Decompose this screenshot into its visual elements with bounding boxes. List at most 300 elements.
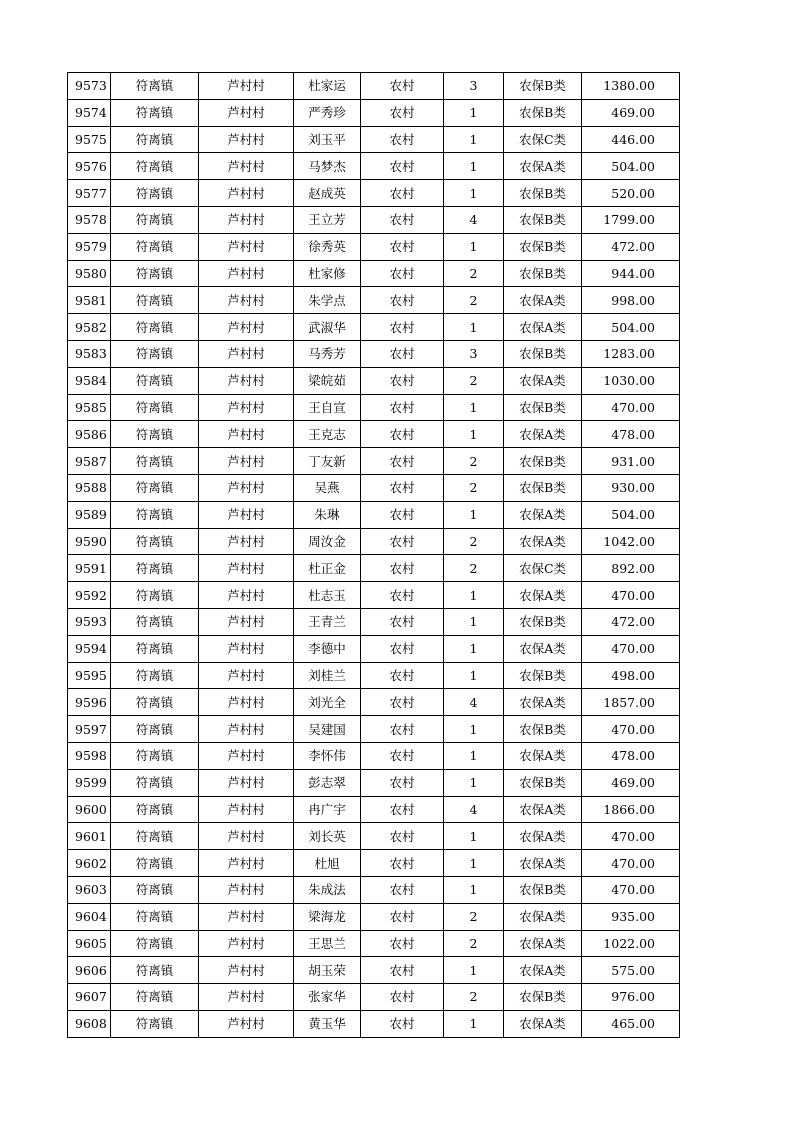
row-id-cell: 9585 [68, 394, 111, 421]
row-id-cell: 9595 [68, 662, 111, 689]
amount-cell: 1283.00 [582, 340, 680, 367]
row-id-cell: 9580 [68, 260, 111, 287]
amount-cell: 470.00 [582, 716, 680, 743]
row-id-cell: 9604 [68, 903, 111, 930]
row-id-cell: 9590 [68, 528, 111, 555]
household-type-cell: 农村 [361, 957, 444, 984]
person-name-cell: 李怀伟 [294, 742, 361, 769]
amount-cell: 892.00 [582, 555, 680, 582]
town-cell: 符离镇 [111, 206, 199, 233]
family-size-cell: 1 [444, 1010, 504, 1037]
insurance-category-cell: 农保B类 [504, 716, 582, 743]
family-size-cell: 4 [444, 206, 504, 233]
person-name-cell: 杜志玉 [294, 582, 361, 609]
person-name-cell: 梁海龙 [294, 903, 361, 930]
insurance-category-cell: 农保B类 [504, 769, 582, 796]
family-size-cell: 1 [444, 850, 504, 877]
row-id-cell: 9577 [68, 180, 111, 207]
town-cell: 符离镇 [111, 769, 199, 796]
person-name-cell: 赵成英 [294, 180, 361, 207]
person-name-cell: 吴建国 [294, 716, 361, 743]
town-cell: 符离镇 [111, 287, 199, 314]
household-type-cell: 农村 [361, 314, 444, 341]
insurance-category-cell: 农保A类 [504, 796, 582, 823]
town-cell: 符离镇 [111, 742, 199, 769]
town-cell: 符离镇 [111, 876, 199, 903]
family-size-cell: 1 [444, 233, 504, 260]
household-type-cell: 农村 [361, 180, 444, 207]
household-type-cell: 农村 [361, 903, 444, 930]
family-size-cell: 1 [444, 394, 504, 421]
row-id-cell: 9602 [68, 850, 111, 877]
family-size-cell: 1 [444, 823, 504, 850]
village-cell: 芦村村 [199, 903, 294, 930]
amount-cell: 469.00 [582, 99, 680, 126]
amount-cell: 1022.00 [582, 930, 680, 957]
person-name-cell: 严秀珍 [294, 99, 361, 126]
village-cell: 芦村村 [199, 796, 294, 823]
table-row [68, 903, 680, 930]
household-type-cell: 农村 [361, 823, 444, 850]
insurance-category-cell: 农保A类 [504, 287, 582, 314]
family-size-cell: 1 [444, 99, 504, 126]
household-type-cell: 农村 [361, 662, 444, 689]
person-name-cell: 刘玉平 [294, 126, 361, 153]
household-type-cell: 农村 [361, 555, 444, 582]
amount-cell: 472.00 [582, 608, 680, 635]
person-name-cell: 杜旭 [294, 850, 361, 877]
table-row [68, 635, 680, 662]
table-row [68, 73, 680, 100]
village-cell: 芦村村 [199, 99, 294, 126]
household-type-cell: 农村 [361, 394, 444, 421]
row-id-cell: 9584 [68, 367, 111, 394]
village-cell: 芦村村 [199, 984, 294, 1011]
amount-cell: 1866.00 [582, 796, 680, 823]
insurance-category-cell: 农保A类 [504, 903, 582, 930]
amount-cell: 935.00 [582, 903, 680, 930]
person-name-cell: 冉广宇 [294, 796, 361, 823]
household-type-cell: 农村 [361, 448, 444, 475]
row-id-cell: 9601 [68, 823, 111, 850]
person-name-cell: 张家华 [294, 984, 361, 1011]
village-cell: 芦村村 [199, 287, 294, 314]
table-row [68, 340, 680, 367]
household-type-cell: 农村 [361, 582, 444, 609]
household-type-cell: 农村 [361, 206, 444, 233]
amount-cell: 1042.00 [582, 528, 680, 555]
village-cell: 芦村村 [199, 742, 294, 769]
village-cell: 芦村村 [199, 957, 294, 984]
village-cell: 芦村村 [199, 421, 294, 448]
family-size-cell: 1 [444, 421, 504, 448]
row-id-cell: 9579 [68, 233, 111, 260]
table-row [68, 260, 680, 287]
table-row [68, 769, 680, 796]
household-type-cell: 农村 [361, 1010, 444, 1037]
insurance-category-cell: 农保B类 [504, 394, 582, 421]
household-type-cell: 农村 [361, 474, 444, 501]
family-size-cell: 2 [444, 528, 504, 555]
table-row [68, 689, 680, 716]
town-cell: 符离镇 [111, 850, 199, 877]
row-id-cell: 9608 [68, 1010, 111, 1037]
village-cell: 芦村村 [199, 448, 294, 475]
data-table-container [67, 72, 680, 1038]
town-cell: 符离镇 [111, 823, 199, 850]
village-cell: 芦村村 [199, 823, 294, 850]
person-name-cell: 胡玉荣 [294, 957, 361, 984]
town-cell: 符离镇 [111, 582, 199, 609]
household-type-cell: 农村 [361, 850, 444, 877]
table-row [68, 126, 680, 153]
amount-cell: 1857.00 [582, 689, 680, 716]
town-cell: 符离镇 [111, 501, 199, 528]
amount-cell: 931.00 [582, 448, 680, 475]
insurance-category-cell: 农保B类 [504, 233, 582, 260]
person-name-cell: 徐秀英 [294, 233, 361, 260]
family-size-cell: 3 [444, 73, 504, 100]
person-name-cell: 彭志翠 [294, 769, 361, 796]
town-cell: 符离镇 [111, 957, 199, 984]
family-size-cell: 1 [444, 769, 504, 796]
insurance-category-cell: 农保B类 [504, 180, 582, 207]
household-type-cell: 农村 [361, 126, 444, 153]
insurance-category-cell: 农保A类 [504, 742, 582, 769]
amount-cell: 446.00 [582, 126, 680, 153]
insurance-category-cell: 农保B类 [504, 984, 582, 1011]
person-name-cell: 武淑华 [294, 314, 361, 341]
insurance-category-cell: 农保B类 [504, 73, 582, 100]
amount-cell: 470.00 [582, 823, 680, 850]
village-cell: 芦村村 [199, 474, 294, 501]
town-cell: 符离镇 [111, 126, 199, 153]
household-type-cell: 农村 [361, 501, 444, 528]
insurance-category-cell: 农保A类 [504, 528, 582, 555]
family-size-cell: 2 [444, 930, 504, 957]
village-cell: 芦村村 [199, 314, 294, 341]
family-size-cell: 1 [444, 153, 504, 180]
insurance-category-cell: 农保B类 [504, 662, 582, 689]
village-cell: 芦村村 [199, 608, 294, 635]
table-row [68, 153, 680, 180]
insurance-category-cell: 农保A类 [504, 367, 582, 394]
amount-cell: 470.00 [582, 394, 680, 421]
family-size-cell: 2 [444, 287, 504, 314]
person-name-cell: 杜正金 [294, 555, 361, 582]
person-name-cell: 王自宣 [294, 394, 361, 421]
insurance-category-cell: 农保A类 [504, 582, 582, 609]
insurance-category-cell: 农保A类 [504, 930, 582, 957]
row-id-cell: 9589 [68, 501, 111, 528]
table-row [68, 99, 680, 126]
row-id-cell: 9598 [68, 742, 111, 769]
amount-cell: 478.00 [582, 742, 680, 769]
family-size-cell: 1 [444, 635, 504, 662]
town-cell: 符离镇 [111, 1010, 199, 1037]
town-cell: 符离镇 [111, 635, 199, 662]
insurance-category-cell: 农保A类 [504, 1010, 582, 1037]
village-cell: 芦村村 [199, 689, 294, 716]
person-name-cell: 朱学点 [294, 287, 361, 314]
family-size-cell: 2 [444, 448, 504, 475]
insurance-category-cell: 农保B类 [504, 206, 582, 233]
insurance-category-cell: 农保A类 [504, 314, 582, 341]
town-cell: 符离镇 [111, 421, 199, 448]
row-id-cell: 9606 [68, 957, 111, 984]
table-body [68, 73, 680, 1038]
family-size-cell: 2 [444, 367, 504, 394]
village-cell: 芦村村 [199, 635, 294, 662]
village-cell: 芦村村 [199, 876, 294, 903]
village-cell: 芦村村 [199, 394, 294, 421]
town-cell: 符离镇 [111, 930, 199, 957]
amount-cell: 944.00 [582, 260, 680, 287]
village-cell: 芦村村 [199, 555, 294, 582]
village-cell: 芦村村 [199, 662, 294, 689]
row-id-cell: 9583 [68, 340, 111, 367]
town-cell: 符离镇 [111, 662, 199, 689]
table-row [68, 555, 680, 582]
insurance-category-cell: 农保B类 [504, 474, 582, 501]
insurance-category-cell: 农保C类 [504, 126, 582, 153]
amount-cell: 504.00 [582, 501, 680, 528]
amount-cell: 520.00 [582, 180, 680, 207]
village-cell: 芦村村 [199, 233, 294, 260]
village-cell: 芦村村 [199, 180, 294, 207]
amount-cell: 930.00 [582, 474, 680, 501]
household-type-cell: 农村 [361, 769, 444, 796]
village-cell: 芦村村 [199, 528, 294, 555]
household-type-cell: 农村 [361, 528, 444, 555]
household-type-cell: 农村 [361, 99, 444, 126]
family-size-cell: 1 [444, 314, 504, 341]
village-cell: 芦村村 [199, 582, 294, 609]
row-id-cell: 9603 [68, 876, 111, 903]
table-row [68, 876, 680, 903]
table-row [68, 180, 680, 207]
row-id-cell: 9576 [68, 153, 111, 180]
table-row [68, 233, 680, 260]
insurance-category-cell: 农保B类 [504, 260, 582, 287]
family-size-cell: 2 [444, 984, 504, 1011]
amount-cell: 469.00 [582, 769, 680, 796]
row-id-cell: 9597 [68, 716, 111, 743]
assistance-table [67, 72, 680, 1038]
table-row [68, 1010, 680, 1037]
person-name-cell: 王青兰 [294, 608, 361, 635]
amount-cell: 998.00 [582, 287, 680, 314]
village-cell: 芦村村 [199, 260, 294, 287]
table-row [68, 984, 680, 1011]
person-name-cell: 李德中 [294, 635, 361, 662]
insurance-category-cell: 农保A类 [504, 850, 582, 877]
insurance-category-cell: 农保A类 [504, 153, 582, 180]
town-cell: 符离镇 [111, 689, 199, 716]
person-name-cell: 马秀芳 [294, 340, 361, 367]
family-size-cell: 1 [444, 501, 504, 528]
table-row [68, 742, 680, 769]
amount-cell: 976.00 [582, 984, 680, 1011]
family-size-cell: 3 [444, 340, 504, 367]
town-cell: 符离镇 [111, 314, 199, 341]
village-cell: 芦村村 [199, 340, 294, 367]
household-type-cell: 农村 [361, 608, 444, 635]
amount-cell: 470.00 [582, 876, 680, 903]
person-name-cell: 梁皖茹 [294, 367, 361, 394]
row-id-cell: 9575 [68, 126, 111, 153]
town-cell: 符离镇 [111, 474, 199, 501]
village-cell: 芦村村 [199, 501, 294, 528]
family-size-cell: 2 [444, 903, 504, 930]
household-type-cell: 农村 [361, 367, 444, 394]
row-id-cell: 9593 [68, 608, 111, 635]
row-id-cell: 9596 [68, 689, 111, 716]
table-row [68, 528, 680, 555]
row-id-cell: 9578 [68, 206, 111, 233]
household-type-cell: 农村 [361, 153, 444, 180]
insurance-category-cell: 农保A类 [504, 689, 582, 716]
town-cell: 符离镇 [111, 367, 199, 394]
person-name-cell: 朱成法 [294, 876, 361, 903]
amount-cell: 478.00 [582, 421, 680, 448]
amount-cell: 470.00 [582, 850, 680, 877]
town-cell: 符离镇 [111, 555, 199, 582]
village-cell: 芦村村 [199, 930, 294, 957]
table-row [68, 957, 680, 984]
insurance-category-cell: 农保C类 [504, 555, 582, 582]
town-cell: 符离镇 [111, 394, 199, 421]
row-id-cell: 9607 [68, 984, 111, 1011]
amount-cell: 1380.00 [582, 73, 680, 100]
row-id-cell: 9582 [68, 314, 111, 341]
table-row [68, 206, 680, 233]
person-name-cell: 杜家修 [294, 260, 361, 287]
village-cell: 芦村村 [199, 73, 294, 100]
family-size-cell: 1 [444, 180, 504, 207]
town-cell: 符离镇 [111, 260, 199, 287]
family-size-cell: 1 [444, 716, 504, 743]
row-id-cell: 9605 [68, 930, 111, 957]
insurance-category-cell: 农保B类 [504, 876, 582, 903]
family-size-cell: 1 [444, 126, 504, 153]
family-size-cell: 4 [444, 689, 504, 716]
person-name-cell: 杜家运 [294, 73, 361, 100]
table-row [68, 314, 680, 341]
amount-cell: 498.00 [582, 662, 680, 689]
household-type-cell: 农村 [361, 930, 444, 957]
insurance-category-cell: 农保B类 [504, 608, 582, 635]
amount-cell: 504.00 [582, 314, 680, 341]
family-size-cell: 1 [444, 876, 504, 903]
person-name-cell: 王思兰 [294, 930, 361, 957]
household-type-cell: 农村 [361, 742, 444, 769]
amount-cell: 1030.00 [582, 367, 680, 394]
household-type-cell: 农村 [361, 340, 444, 367]
town-cell: 符离镇 [111, 180, 199, 207]
row-id-cell: 9587 [68, 448, 111, 475]
household-type-cell: 农村 [361, 984, 444, 1011]
household-type-cell: 农村 [361, 287, 444, 314]
town-cell: 符离镇 [111, 608, 199, 635]
table-row [68, 421, 680, 448]
household-type-cell: 农村 [361, 73, 444, 100]
town-cell: 符离镇 [111, 528, 199, 555]
table-row [68, 850, 680, 877]
table-row [68, 474, 680, 501]
family-size-cell: 2 [444, 260, 504, 287]
row-id-cell: 9586 [68, 421, 111, 448]
person-name-cell: 马梦杰 [294, 153, 361, 180]
row-id-cell: 9573 [68, 73, 111, 100]
amount-cell: 470.00 [582, 635, 680, 662]
amount-cell: 465.00 [582, 1010, 680, 1037]
table-row [68, 823, 680, 850]
village-cell: 芦村村 [199, 206, 294, 233]
insurance-category-cell: 农保A类 [504, 823, 582, 850]
table-row [68, 930, 680, 957]
insurance-category-cell: 农保B类 [504, 448, 582, 475]
family-size-cell: 1 [444, 662, 504, 689]
village-cell: 芦村村 [199, 153, 294, 180]
household-type-cell: 农村 [361, 716, 444, 743]
row-id-cell: 9600 [68, 796, 111, 823]
family-size-cell: 4 [444, 796, 504, 823]
row-id-cell: 9594 [68, 635, 111, 662]
family-size-cell: 1 [444, 742, 504, 769]
household-type-cell: 农村 [361, 421, 444, 448]
town-cell: 符离镇 [111, 984, 199, 1011]
household-type-cell: 农村 [361, 796, 444, 823]
insurance-category-cell: 农保A类 [504, 501, 582, 528]
person-name-cell: 丁友新 [294, 448, 361, 475]
table-row [68, 501, 680, 528]
family-size-cell: 2 [444, 474, 504, 501]
amount-cell: 470.00 [582, 582, 680, 609]
village-cell: 芦村村 [199, 769, 294, 796]
amount-cell: 575.00 [582, 957, 680, 984]
person-name-cell: 刘光全 [294, 689, 361, 716]
village-cell: 芦村村 [199, 126, 294, 153]
row-id-cell: 9599 [68, 769, 111, 796]
table-row [68, 582, 680, 609]
town-cell: 符离镇 [111, 153, 199, 180]
person-name-cell: 吴燕 [294, 474, 361, 501]
insurance-category-cell: 农保B类 [504, 340, 582, 367]
household-type-cell: 农村 [361, 635, 444, 662]
person-name-cell: 刘桂兰 [294, 662, 361, 689]
town-cell: 符离镇 [111, 340, 199, 367]
person-name-cell: 黄玉华 [294, 1010, 361, 1037]
household-type-cell: 农村 [361, 233, 444, 260]
town-cell: 符离镇 [111, 903, 199, 930]
row-id-cell: 9574 [68, 99, 111, 126]
table-row [68, 394, 680, 421]
person-name-cell: 王立芳 [294, 206, 361, 233]
row-id-cell: 9591 [68, 555, 111, 582]
table-row [68, 608, 680, 635]
row-id-cell: 9592 [68, 582, 111, 609]
town-cell: 符离镇 [111, 716, 199, 743]
amount-cell: 504.00 [582, 153, 680, 180]
amount-cell: 472.00 [582, 233, 680, 260]
village-cell: 芦村村 [199, 367, 294, 394]
amount-cell: 1799.00 [582, 206, 680, 233]
table-row [68, 716, 680, 743]
household-type-cell: 农村 [361, 260, 444, 287]
row-id-cell: 9581 [68, 287, 111, 314]
family-size-cell: 1 [444, 582, 504, 609]
